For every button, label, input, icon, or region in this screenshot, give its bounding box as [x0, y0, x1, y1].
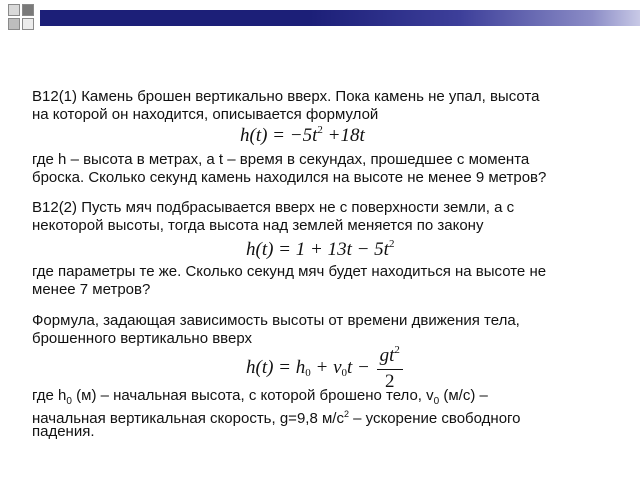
header-bar — [40, 10, 640, 26]
formula-lhs: h(t) = — [246, 239, 292, 260]
p1-line2: на которой он находится, описывается формулой — [32, 106, 379, 123]
formula-term: + v — [310, 356, 342, 378]
p1-line4: броска. Сколько секунд камень находился на высоте не менее 9 метров? — [32, 169, 547, 186]
p2-line2: некоторой высоты, тогда высота над землей меняется по закону — [32, 217, 484, 234]
numerator-text: gt — [379, 345, 395, 366]
p1-line3: где h – высота в метрах, а t – время в секундах, прошедшее с момента — [32, 151, 530, 168]
p3-line5: падения. — [32, 423, 95, 440]
corner-square — [8, 18, 20, 30]
corner-square — [22, 4, 34, 16]
formula-term: t − — [347, 356, 375, 378]
formula-term: −5t — [289, 125, 318, 146]
text-part: начальная вертикальная скорость, g=9,8 м/с — [32, 410, 344, 427]
subscript: 0 — [433, 396, 440, 407]
corner-square — [22, 18, 34, 30]
formula-sub: 0 — [305, 366, 311, 379]
formula-term: +18t — [327, 125, 365, 146]
formula-lhs: h(t) = — [240, 125, 286, 146]
text-part: (м/с) – — [439, 387, 488, 404]
formula-fraction — [377, 344, 403, 393]
fraction-denominator: 2 — [385, 371, 395, 392]
text-part: где h — [32, 387, 67, 404]
p3-line2: брошенного вертикально вверх — [32, 330, 252, 347]
text-part: – ускорение свободного — [348, 410, 521, 427]
superscript: 2 — [343, 409, 349, 419]
p2-formula — [246, 238, 394, 261]
formula-sub: 0 — [341, 366, 348, 379]
formula-exp: 2 — [388, 238, 395, 250]
p2-line3: где параметры те же. Сколько секунд мяч будет находиться на высоте не — [32, 263, 547, 280]
formula-term: 1 + 13t − 5t — [295, 239, 389, 260]
fraction-numerator — [377, 344, 403, 370]
p1-line1: В12(1) Камень брошен вертикально вверх. Пока камень не упал, высота — [32, 88, 540, 105]
p2-line4: менее 7 метров? — [32, 281, 151, 298]
p3-line1: Формула, задающая зависимость высоты от времени движения тела, — [32, 312, 520, 329]
numerator-exp: 2 — [394, 344, 400, 356]
formula-lhs: h(t) = h — [246, 356, 306, 378]
text-part: (м) – начальная высота, с которой брошено тело, v — [71, 387, 434, 404]
subscript: 0 — [66, 396, 72, 407]
p1-formula — [240, 124, 365, 147]
formula-exp: 2 — [317, 124, 323, 136]
p2-line1: В12(2) Пусть мяч подбрасывается вверх не с поверхности земли, а с — [32, 199, 515, 216]
p3-formula — [246, 344, 403, 393]
corner-square — [8, 4, 20, 16]
